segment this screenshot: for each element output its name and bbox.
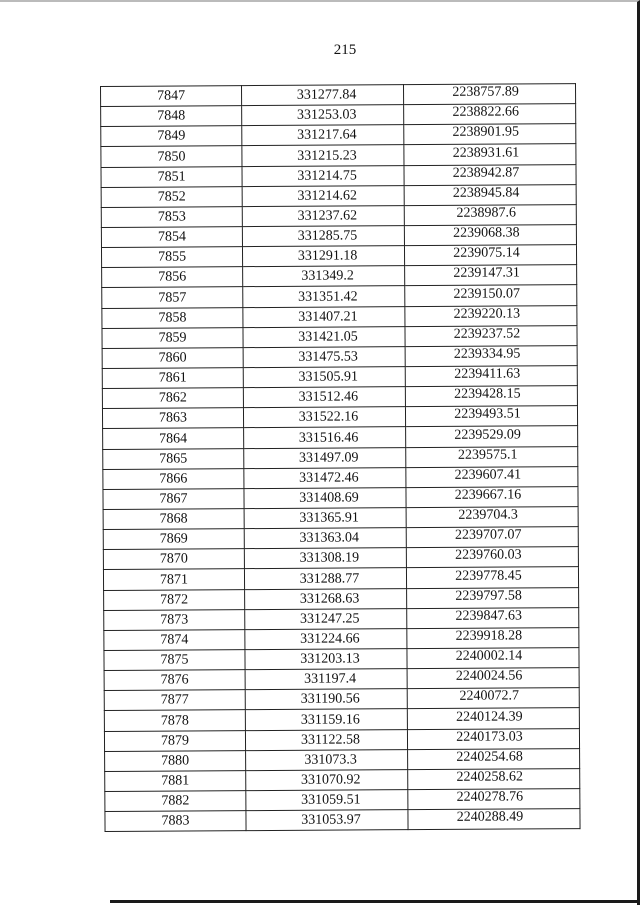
point-id-cell-text: 7852: [157, 189, 186, 205]
x-coordinate-cell: [242, 85, 404, 106]
x-coordinate-cell: [243, 286, 405, 307]
table-row: [103, 507, 578, 530]
table-row: [104, 688, 579, 711]
table-row: [103, 527, 578, 550]
table-row: [104, 728, 579, 751]
x-coordinate-cell-text: 331291.18: [297, 248, 358, 265]
y-coordinate-cell: [407, 627, 579, 648]
y-coordinate-cell-text: 2240278.76: [456, 789, 524, 805]
x-coordinate-cell: [242, 246, 404, 267]
y-coordinate-cell-text: 2239575.1: [457, 447, 518, 463]
y-coordinate-cell-text: 2239075.14: [453, 245, 520, 262]
x-coordinate-cell-text: 331277.84: [296, 87, 357, 103]
point-id-cell: [102, 347, 243, 368]
point-id-cell-text: 7874: [160, 632, 189, 648]
point-id-cell: [103, 488, 244, 509]
y-coordinate-cell-text: 2239797.58: [455, 588, 522, 604]
point-id-cell: [102, 408, 243, 429]
table-row: [102, 305, 577, 328]
point-id-cell: [102, 368, 243, 389]
table-row: [101, 84, 576, 107]
x-coordinate-cell-text: 331351.42: [297, 288, 358, 305]
x-coordinate-cell-text: 331285.75: [297, 228, 358, 244]
y-coordinate-cell-text: 2239607.41: [454, 467, 522, 483]
table-row: [105, 768, 580, 791]
y-coordinate-cell-text: 2239068.38: [453, 225, 520, 241]
y-coordinate-cell-text: 2240258.62: [456, 769, 524, 785]
x-coordinate-cell: [246, 749, 408, 770]
x-coordinate-cell-text: 331159.16: [300, 711, 360, 728]
table-row: [103, 446, 578, 469]
point-id-cell: [104, 589, 245, 610]
y-coordinate-cell-text: 2240288.49: [456, 809, 524, 826]
x-coordinate-cell-text: 331407.21: [298, 309, 358, 325]
point-id-cell-text: 7870: [159, 551, 188, 568]
point-id-cell-text: 7860: [158, 350, 187, 366]
point-id-cell: [101, 86, 242, 107]
point-id-cell-text: 7869: [159, 531, 188, 547]
y-coordinate-cell: [408, 768, 580, 789]
y-coordinate-cell-text: 2240024.56: [455, 668, 523, 685]
y-coordinate-cell: [405, 406, 577, 427]
table-row: [101, 144, 576, 167]
table-row: [101, 164, 576, 187]
y-coordinate-cell: [406, 426, 578, 447]
point-id-cell-text: 7865: [159, 451, 188, 467]
y-coordinate-cell: [405, 386, 577, 407]
y-coordinate-cell: [406, 466, 578, 487]
point-id-cell-text: 7863: [158, 410, 188, 427]
point-id-cell: [102, 307, 243, 328]
table-row: [102, 406, 577, 429]
y-coordinate-cell-text: 2238945.84: [452, 185, 520, 201]
x-coordinate-cell: [245, 669, 407, 690]
table-row: [101, 204, 576, 227]
x-coordinate-cell: [245, 729, 407, 750]
table-row: [104, 708, 579, 731]
point-id-cell: [104, 609, 245, 630]
point-id-cell: [104, 730, 245, 751]
x-coordinate-cell: [242, 226, 404, 247]
x-coordinate-cell-text: 331516.46: [298, 429, 359, 446]
point-id-cell: [103, 448, 244, 469]
y-coordinate-cell: [406, 446, 578, 467]
x-coordinate-cell-text: 331247.25: [299, 611, 360, 627]
point-id-cell: [103, 509, 244, 530]
coordinate-table: [100, 83, 581, 832]
y-coordinate-cell: [404, 124, 576, 145]
y-coordinate-cell-text: 2239529.09: [454, 426, 521, 443]
y-coordinate-cell-text: 2240254.68: [456, 749, 523, 765]
table-row: [103, 426, 578, 449]
table-row: [102, 285, 577, 308]
y-coordinate-cell: [408, 809, 580, 830]
x-coordinate-cell: [243, 266, 405, 287]
table-row: [102, 325, 577, 348]
table-row: [103, 466, 578, 489]
y-coordinate-cell-text: 2238942.87: [452, 165, 520, 181]
point-id-cell-text: 7871: [159, 571, 189, 588]
x-coordinate-cell: [245, 689, 407, 710]
point-id-cell-text: 7858: [158, 310, 187, 326]
x-coordinate-cell-text: 331190.56: [300, 691, 360, 708]
table-row: [101, 184, 576, 207]
x-coordinate-cell-text: 331122.58: [300, 732, 361, 748]
point-id-cell-text: 7866: [159, 471, 188, 487]
point-id-cell: [102, 388, 243, 409]
y-coordinate-cell-text: 2239334.95: [453, 346, 521, 362]
y-coordinate-cell: [408, 748, 580, 769]
point-id-cell-text: 7875: [160, 652, 189, 668]
x-coordinate-cell: [243, 407, 405, 428]
x-coordinate-cell: [242, 145, 404, 166]
point-id-cell: [102, 327, 243, 348]
point-id-cell: [102, 287, 243, 308]
x-coordinate-cell: [242, 165, 404, 186]
table-row: [104, 648, 579, 671]
table-row: [101, 245, 576, 268]
y-coordinate-cell-text: 2238931.61: [452, 145, 520, 161]
x-coordinate-cell-text: 331349.2: [301, 268, 354, 285]
point-id-cell: [105, 770, 246, 791]
point-id-cell: [101, 227, 242, 248]
x-coordinate-cell-text: 331288.77: [299, 570, 360, 587]
x-coordinate-cell: [244, 548, 406, 569]
point-id-cell: [102, 267, 243, 288]
point-id-cell: [101, 206, 242, 227]
y-coordinate-cell: [406, 507, 578, 528]
y-coordinate-cell-text: 2239147.31: [453, 265, 520, 282]
x-coordinate-cell-text: 331237.62: [297, 208, 358, 224]
x-coordinate-cell: [244, 508, 406, 529]
y-coordinate-cell: [405, 366, 577, 387]
page-number: 215: [333, 42, 357, 58]
table-row: [103, 567, 578, 590]
table-row: [104, 668, 579, 691]
x-coordinate-cell: [242, 105, 404, 126]
y-coordinate-cell: [406, 547, 578, 568]
y-coordinate-cell-text: 2239220.13: [453, 306, 521, 322]
point-id-cell: [105, 811, 246, 832]
point-id-cell: [101, 166, 242, 187]
y-coordinate-cell-text: 2238901.95: [452, 124, 520, 141]
y-coordinate-cell: [405, 305, 577, 326]
x-coordinate-cell-text: 331073.3: [304, 752, 357, 768]
point-id-cell-text: 7859: [158, 330, 187, 346]
x-coordinate-cell-text: 331059.51: [301, 792, 361, 808]
x-coordinate-cell-text: 331214.62: [297, 188, 357, 204]
point-id-cell-text: 7857: [158, 290, 187, 306]
x-coordinate-cell-text: 331217.64: [297, 127, 357, 144]
y-coordinate-cell: [406, 486, 578, 507]
y-coordinate-cell: [404, 245, 576, 266]
y-coordinate-cell: [406, 527, 578, 548]
y-coordinate-cell-text: 2239428.15: [454, 386, 521, 403]
x-coordinate-cell: [245, 709, 407, 730]
point-id-cell-text: 7881: [161, 773, 190, 789]
point-id-cell: [101, 146, 242, 167]
point-id-cell-text: 7873: [160, 612, 189, 628]
point-id-cell-text: 7854: [157, 229, 186, 245]
point-id-cell-text: 7872: [160, 592, 189, 608]
y-coordinate-cell-text: 2238757.89: [452, 84, 519, 100]
point-id-cell-text: 7876: [160, 672, 189, 688]
coordinate-table-body: [101, 84, 581, 832]
point-id-cell-text: 7883: [161, 813, 190, 829]
y-coordinate-cell-text: 2239667.16: [454, 487, 522, 503]
y-coordinate-cell: [407, 587, 579, 608]
x-coordinate-cell-text: 331197.4: [304, 671, 357, 687]
x-coordinate-cell-text: 331522.16: [298, 409, 359, 426]
point-id-cell: [103, 468, 244, 489]
point-id-cell: [103, 529, 244, 550]
point-id-cell-text: 7879: [160, 733, 190, 749]
point-id-cell: [103, 428, 244, 449]
point-id-cell: [105, 750, 246, 771]
x-coordinate-cell: [242, 205, 404, 226]
x-coordinate-cell-text: 331408.69: [299, 490, 359, 506]
x-coordinate-cell-text: 331475.53: [298, 349, 358, 365]
bottom-rule: [110, 900, 640, 903]
x-coordinate-cell: [243, 326, 405, 347]
point-id-cell: [101, 247, 242, 268]
x-coordinate-cell-text: 331505.91: [298, 369, 359, 385]
x-coordinate-cell-text: 331365.91: [299, 510, 359, 526]
table-row: [105, 789, 580, 812]
x-coordinate-cell: [245, 608, 407, 629]
point-id-cell: [104, 690, 245, 711]
y-coordinate-cell: [405, 265, 577, 286]
table-row: [103, 486, 578, 509]
x-coordinate-cell: [242, 185, 404, 206]
x-coordinate-cell: [245, 588, 407, 609]
y-coordinate-cell-text: 2240002.14: [455, 648, 523, 664]
x-coordinate-cell: [243, 346, 405, 367]
table-row: [103, 547, 578, 570]
x-coordinate-cell: [245, 628, 407, 649]
point-id-cell-text: 7851: [157, 169, 186, 185]
y-coordinate-cell-text: 2239847.63: [455, 608, 523, 624]
y-coordinate-cell: [404, 225, 576, 246]
y-coordinate-cell-text: 2239237.52: [453, 326, 521, 342]
y-coordinate-cell: [407, 688, 579, 709]
point-id-cell: [104, 629, 245, 650]
y-coordinate-cell-text: 2239150.07: [453, 285, 521, 302]
point-id-cell-text: 7882: [161, 793, 190, 809]
table-row: [101, 124, 576, 147]
x-coordinate-cell-text: 331308.19: [299, 550, 360, 567]
x-coordinate-cell-text: 331363.04: [299, 530, 360, 547]
x-coordinate-cell: [246, 810, 408, 831]
point-id-cell: [103, 569, 244, 590]
x-coordinate-cell-text: 331512.46: [298, 389, 359, 406]
x-coordinate-cell-text: 331224.66: [300, 631, 360, 647]
point-id-cell-text: 7849: [157, 128, 186, 145]
y-coordinate-cell: [403, 84, 575, 105]
x-coordinate-cell: [244, 467, 406, 488]
x-coordinate-cell-text: 331472.46: [299, 470, 359, 486]
y-coordinate-cell: [407, 728, 579, 749]
point-id-cell-text: 7861: [158, 370, 187, 386]
x-coordinate-cell-text: 331497.09: [298, 450, 359, 466]
x-coordinate-cell-text: 331214.75: [297, 168, 357, 184]
point-id-cell-text: 7868: [159, 511, 188, 527]
y-coordinate-cell-text: 2238822.66: [452, 104, 519, 121]
y-coordinate-cell: [408, 789, 580, 810]
x-coordinate-cell: [244, 447, 406, 468]
x-coordinate-cell: [243, 306, 405, 327]
y-coordinate-cell: [404, 184, 576, 205]
point-id-cell-text: 7853: [157, 209, 186, 225]
point-id-cell: [104, 670, 245, 691]
x-coordinate-cell: [246, 769, 408, 790]
point-id-cell-text: 7877: [160, 692, 189, 708]
x-coordinate-cell-text: 331203.13: [300, 651, 360, 667]
y-coordinate-cell: [404, 204, 576, 225]
x-coordinate-cell-text: 331070.92: [300, 772, 361, 788]
table-row: [102, 386, 577, 409]
y-coordinate-cell: [407, 708, 579, 729]
table-row: [102, 265, 577, 288]
x-coordinate-cell: [244, 568, 406, 589]
x-coordinate-cell-text: 331215.23: [297, 147, 357, 164]
y-coordinate-cell-text: 2239778.45: [455, 567, 522, 584]
y-coordinate-cell: [405, 325, 577, 346]
x-coordinate-cell: [244, 427, 406, 448]
y-coordinate-cell: [407, 668, 579, 689]
point-id-cell-text: 7856: [158, 269, 187, 286]
point-id-cell-text: 7855: [158, 249, 187, 265]
coordinate-table-container: [100, 83, 580, 832]
y-coordinate-cell-text: 2239704.3: [458, 507, 518, 523]
x-coordinate-cell: [246, 790, 408, 811]
x-coordinate-cell: [242, 125, 404, 146]
table-row: [104, 607, 579, 630]
y-coordinate-cell: [407, 648, 579, 669]
table-row: [104, 587, 579, 610]
x-coordinate-cell: [243, 367, 405, 388]
x-coordinate-cell: [243, 387, 405, 408]
y-coordinate-cell-text: 2239918.28: [455, 628, 523, 644]
table-row: [104, 627, 579, 650]
y-coordinate-cell: [405, 345, 577, 366]
x-coordinate-cell-text: 331421.05: [298, 329, 358, 345]
table-row: [101, 104, 576, 127]
y-coordinate-cell-text: 2238987.6: [456, 205, 517, 221]
point-id-cell: [101, 126, 242, 147]
point-id-cell: [104, 650, 245, 671]
point-id-cell-text: 7880: [161, 753, 190, 769]
point-id-cell-text: 7862: [158, 390, 187, 406]
y-coordinate-cell: [404, 104, 576, 125]
table-row: [101, 225, 576, 248]
x-coordinate-cell: [244, 528, 406, 549]
y-coordinate-cell: [405, 285, 577, 306]
point-id-cell-text: 7848: [157, 108, 186, 124]
y-coordinate-cell: [406, 567, 578, 588]
table-row: [105, 809, 580, 832]
table-row: [105, 748, 580, 771]
x-coordinate-cell-text: 331253.03: [296, 107, 357, 124]
point-id-cell: [101, 106, 242, 127]
table-row: [102, 345, 577, 368]
point-id-cell: [105, 791, 246, 812]
x-coordinate-cell: [244, 487, 406, 508]
x-coordinate-cell-text: 331053.97: [301, 812, 361, 828]
point-id-cell-text: 7867: [159, 491, 188, 507]
point-id-cell-text: 7878: [160, 712, 189, 729]
y-coordinate-cell-text: 2239760.03: [455, 547, 522, 564]
y-coordinate-cell-text: 2239493.51: [454, 406, 521, 423]
y-coordinate-cell-text: 2240124.39: [456, 708, 523, 725]
point-id-cell: [101, 186, 242, 207]
point-id-cell: [103, 549, 244, 570]
y-coordinate-cell-text: 2240173.03: [456, 729, 523, 745]
y-coordinate-cell: [407, 607, 579, 628]
table-row: [102, 366, 577, 389]
y-coordinate-cell: [404, 164, 576, 185]
y-coordinate-cell-text: 2239411.63: [454, 366, 521, 382]
y-coordinate-cell-text: 2240072.7: [459, 688, 520, 705]
x-coordinate-cell-text: 331268.63: [299, 591, 360, 607]
x-coordinate-cell: [245, 649, 407, 670]
point-id-cell-text: 7850: [157, 149, 186, 165]
point-id-cell-text: 7847: [157, 88, 186, 104]
point-id-cell: [104, 710, 245, 731]
y-coordinate-cell-text: 2239707.07: [454, 527, 522, 544]
y-coordinate-cell: [404, 144, 576, 165]
point-id-cell-text: 7864: [159, 431, 188, 447]
